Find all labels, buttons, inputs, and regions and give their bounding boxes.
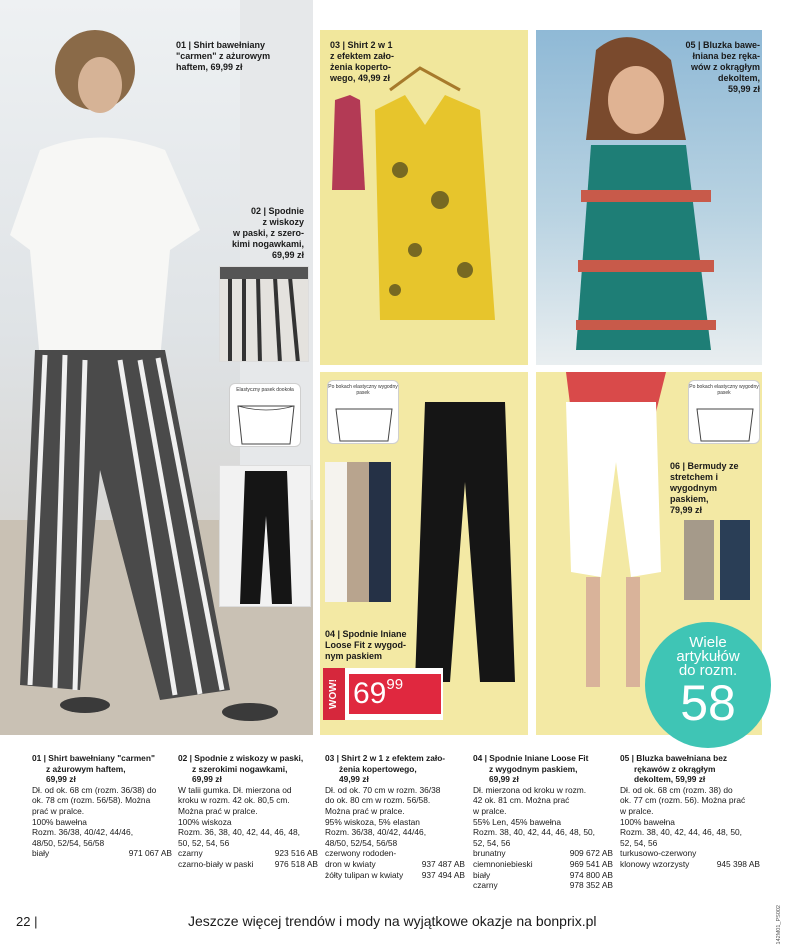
black-pants-thumbnail (219, 465, 311, 607)
price: $69^{99}$ (349, 674, 441, 714)
variant-row: czarny 923 516 AB (178, 848, 318, 859)
caption-03: 03 | Shirt 2 w 1 z efektem zało- żenia kopertо- wego, 49,99 zł (330, 40, 395, 83)
diagram-label: Po bokach elastyczny wygodny pasek (328, 384, 398, 396)
size-badge (645, 622, 771, 748)
diagram-label: Elastyczny pasek dookoła (236, 387, 294, 393)
badge-size-number: 58 (680, 675, 736, 731)
caption-02: 02 | Spodnie z wiskozy w paski, z szero- kimi nogawkami, 69,99 zł (231, 206, 304, 260)
variant-row: klonowy wzorzysty 945 398 AB (620, 858, 760, 869)
wow-price-tag (323, 668, 443, 720)
badge-line: artykułów (676, 648, 740, 665)
caption-04: 04 | Spodnie lniane Loose Fit z wygod- nym paskiem (325, 629, 407, 661)
footer-promo-text: Jeszcze więcej trendów i mody na wyjątkowe okazje na bonprix.pl (188, 913, 597, 929)
product-details-04: 04 | Spodnie lniane Loose Fit z wygodnym paskiem, 69,99 zł Dł. mierzona od kroku w rozm. 42 ok. 81 cm. Można prać w pralce. 55% Len, 45% bawełna Rozm. 38, 40, 42, 44, 46, 48, 50, 52, 54, 56 brunatny 909 672 AB ciemnoniebieski 969 541 AB biały 974 800 AB czarny 978 352 AB (473, 753, 613, 891)
photo-model-striped-pants (0, 0, 313, 735)
caption-01: 01 | Shirt bawełniany "carmen" z ażurowym haftem, 69,99 zł (176, 40, 271, 72)
variant-row: biały 974 800 AB (473, 869, 613, 880)
badge-line: Wiele (689, 634, 727, 651)
product-details-02: 02 | Spodnie z wiskozy w paski, z szerokimi nogawkami, 69,99 zł W talii gumka. Dł. mierzona od kroku w rozm. 42 ok. 80,5 cm. Można prać w pralce. 100% wiskoza Rozm. 36, 38, 40, 42, 44, 46, 48, 50, 52, 54, 56 czarny 923 516 AB czarno-biały w paski 976 518 AB (178, 753, 318, 869)
variant-row: czarno-biały w paski 976 518 AB (178, 858, 318, 869)
product-details-05: 05 | Bluzka bawełniana bez rękawów z okrągłym dekoltem, 59,99 zł Dł. od ok. 68 cm (rozm. 38) do ok. 77 cm (rozm. 56). Można prać w pralce. 100% bawełna Rozm. 38, 40, 42, 44, 46, 48, 50, 52, 54, 56 turkusowo-czerwony klonowy wzorzysty 945 398 AB (620, 753, 760, 869)
product-details-01: 01 | Shirt bawełniany "carmen" z ażurowym haftem, 69,99 zł Dł. od ok. 68 cm (rozm. 36/38) do ok. 78 cm (rozm. 56/58). Można prać w pralce. 100% bawełna Rozm. 36/38, 40/42, 44/46, 48/50, 52/54, 56/58 biały 971 067 AB (32, 753, 172, 859)
side-waistband-diagram (327, 380, 399, 444)
wow-label: WOW! (323, 668, 345, 720)
pants-detail-photo (219, 266, 309, 362)
photo-illustration (0, 0, 313, 735)
variant-row: turkusowo-czerwony (620, 848, 697, 859)
catalog-code: 142M01_PS002 (776, 905, 782, 945)
waistband-diagram (229, 383, 301, 447)
badge-line: do rozm. (678, 662, 738, 679)
variant-row: żółty tulipan w kwiaty 937 494 AB (325, 869, 465, 880)
product-details-03: 03 | Shirt 2 w 1 z efektem zało- żenia kopertowego, 49,99 zł Dł. od ok. 70 cm w rozm. 36/38 do ok. 80 cm w rozm. 56/58. Można prać w pralce. 95% wiskoza, 5% elastan Rozm. 36/38, 40/42, 44/46, 48/50, 52/54, 56/58 czerwony rododen- dron w kwiaty 937 487 AB żółty tulipan w kwiaty 937 494 AB (325, 753, 465, 880)
caption-06: 06 | Bermudy ze stretchem i wygodnym paskiem, 79,99 zł (670, 461, 739, 515)
variant-row: brunatny 909 672 AB (473, 848, 613, 859)
variant-row: czerwony rododen- (325, 848, 397, 859)
variant-row: biały 971 067 AB (32, 848, 172, 859)
variant-row: ciemnoniebieski 969 541 AB (473, 858, 613, 869)
page-number: 22 | (16, 914, 38, 929)
variant-row: dron w kwiaty 937 487 AB (325, 858, 465, 869)
side-waistband-diagram-2 (688, 380, 760, 444)
caption-05: 05 | Bluzka bawe- łniana bez ręka- wów z okrągłym dekoltem, 59,99 zł (685, 40, 760, 94)
variant-row: czarny 978 352 AB (473, 880, 613, 891)
diagram-label: Po bokach elastyczny wygodny pasek (689, 384, 759, 396)
